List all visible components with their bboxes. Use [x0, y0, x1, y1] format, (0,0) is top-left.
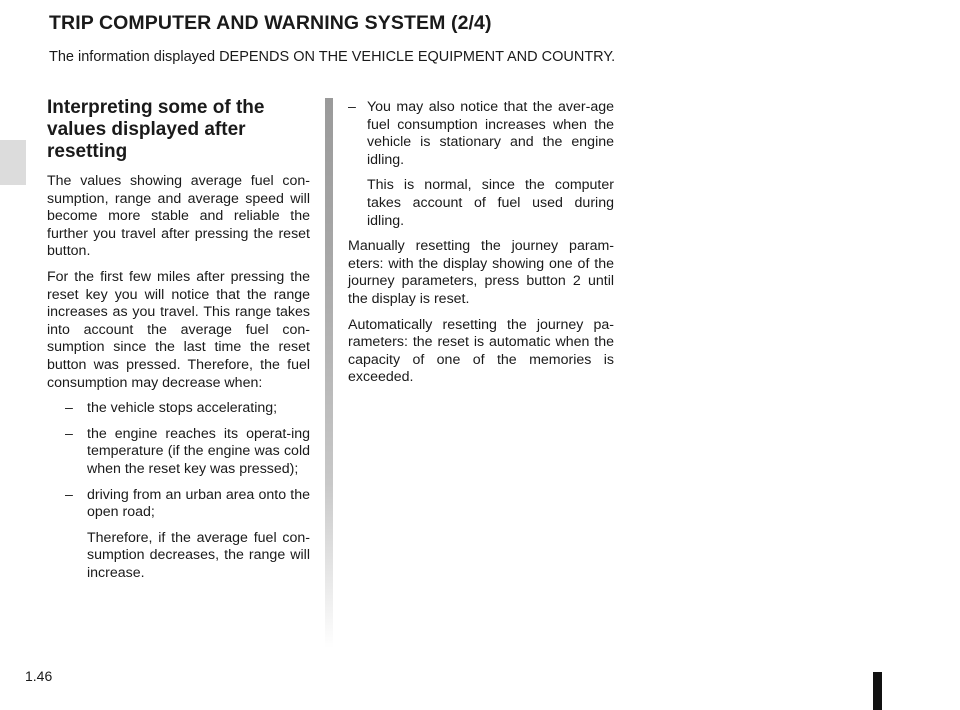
list-item-text: the vehicle stops accelerating; [87, 400, 278, 417]
column-divider [325, 98, 333, 648]
automatic-reset-paragraph: Automatically resetting the journey pa-rameters: the reset is automatic when the capacity of one of the memories is exceeded. [348, 316, 614, 386]
page-number: 1.46 [25, 668, 53, 684]
list-item [348, 99, 614, 169]
dash-marker: – [348, 99, 356, 115]
list-item-text: the engine reaches its operat-ing temperature (if the engine was cold when the reset key was pressed); [87, 425, 310, 477]
page-subtitle: The information displayed DEPENDS ON THE VEHICLE EQUIPMENT AND COUNTRY. [49, 49, 616, 65]
list-item [47, 426, 310, 479]
list-item [47, 487, 310, 522]
list-item-text: driving from an urban area onto the open road; [87, 486, 310, 521]
list-item-text: You may also notice that the aver-age fuel consumption increases when the vehicle is stationary and the engine idling. [367, 99, 614, 168]
dash-marker: – [65, 425, 73, 442]
page-corner-mark [873, 672, 882, 710]
page-title: TRIP COMPUTER AND WARNING SYSTEM (2/4) [49, 12, 492, 34]
range-paragraph: For the first few miles after pressing the reset key you will notice that the range increases as you travel. This range takes into account the average fuel con-sumption since the last time the reset button was pressed. Therefore, the fuel consumption may decrease when: [47, 268, 310, 391]
list-note: Therefore, if the average fuel con-sumption decreases, the range will increase. [87, 529, 310, 581]
dash-marker: – [65, 486, 73, 503]
right-column [348, 99, 614, 395]
list-item [47, 400, 310, 418]
manual-reset-paragraph: Manually resetting the journey param-eters: with the display showing one of the journey parameters, press button 2 until the display is reset. [348, 238, 614, 307]
intro-paragraph: The values showing average fuel con-sumption, range and average speed will become more stable and reliable the further you travel after pressing the reset button. [47, 173, 310, 260]
section-tab-marker [0, 140, 26, 185]
left-column [47, 97, 310, 590]
dash-marker: – [65, 400, 73, 417]
list-note: This is normal, since the computer takes account of fuel used during idling. [367, 177, 614, 229]
section-heading: Interpreting some of the values displayed after resetting [47, 97, 265, 162]
